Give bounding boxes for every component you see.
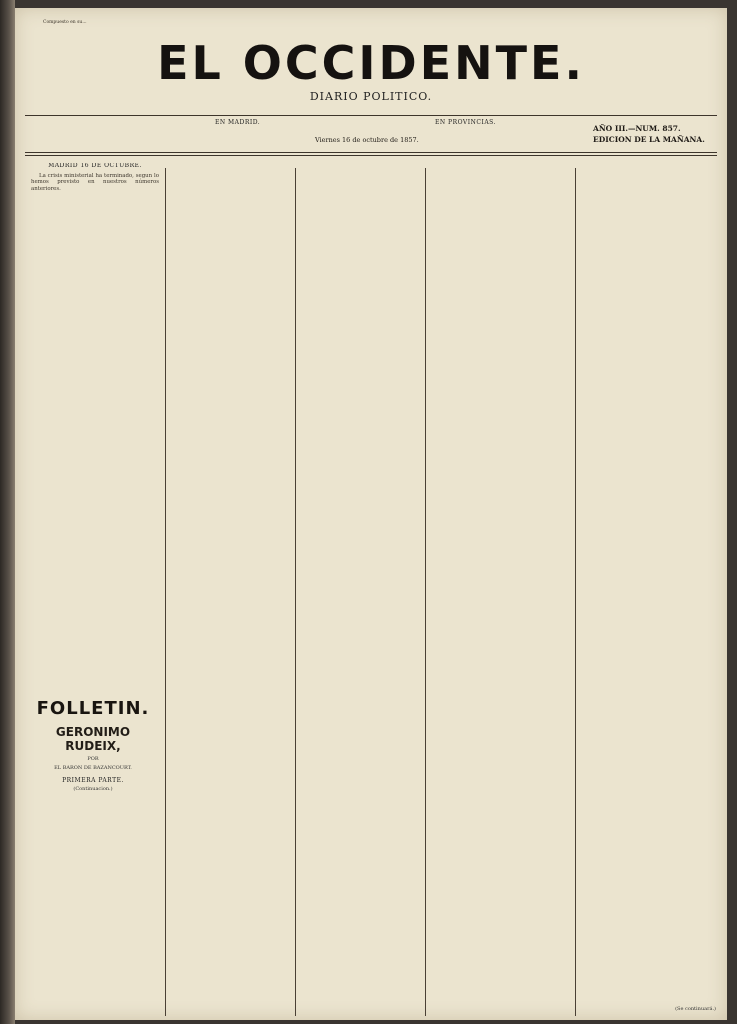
- top-note-left: Compuesto en su...: [43, 20, 87, 25]
- masthead: [15, 38, 727, 103]
- folletin-label: FOLLETIN.: [36, 698, 150, 719]
- newspaper-title: EL OCCIDENTE.: [157, 36, 585, 90]
- madrid-subscriptions-title: EN MADRID.: [215, 119, 261, 126]
- editorial-paragraph: La crisis ministerial ha terminado, segun lo hemos previsto en nuestros números anteriores.: [31, 172, 159, 192]
- column-rule: [295, 168, 296, 1016]
- issue-number: AÑO III.—NUM. 857.: [593, 124, 681, 133]
- folletin-por: POR: [87, 756, 99, 762]
- folletin-continuation: (Continuacion.): [73, 786, 113, 792]
- editorial-header: MADRID 16 DE OCTUBRE.: [48, 163, 142, 169]
- signature: (Se continuará.): [675, 1006, 716, 1012]
- folletin-title: GERONIMO RUDEIX,: [55, 725, 131, 753]
- adjacent-page-edge: [0, 0, 15, 1024]
- issue-info: [593, 123, 721, 145]
- dateline: Viernes 16 de octubre de 1857.: [315, 136, 419, 144]
- newspaper-page: [15, 8, 727, 1020]
- folletin-block: [31, 698, 155, 792]
- column-rule: [425, 168, 426, 1016]
- column-rule: [575, 168, 576, 1016]
- column-rule: [165, 168, 166, 1016]
- editorial-column: [31, 163, 159, 683]
- issue-edition: EDICION DE LA MAÑANA.: [593, 135, 705, 144]
- newspaper-subtitle: DIARIO POLITICO.: [309, 90, 433, 103]
- header-rule-bottom: [25, 152, 717, 153]
- header-rule-top: [25, 115, 717, 116]
- provinces-subscriptions-title: EN PROVINCIAS.: [435, 119, 496, 126]
- folletin-part: PRIMERA PARTE.: [62, 777, 124, 784]
- continuation-note: [580, 1003, 720, 1013]
- header-rule-bottom-2: [25, 155, 717, 156]
- folletin-author: EL BARON DE BAZANCOURT.: [54, 765, 132, 771]
